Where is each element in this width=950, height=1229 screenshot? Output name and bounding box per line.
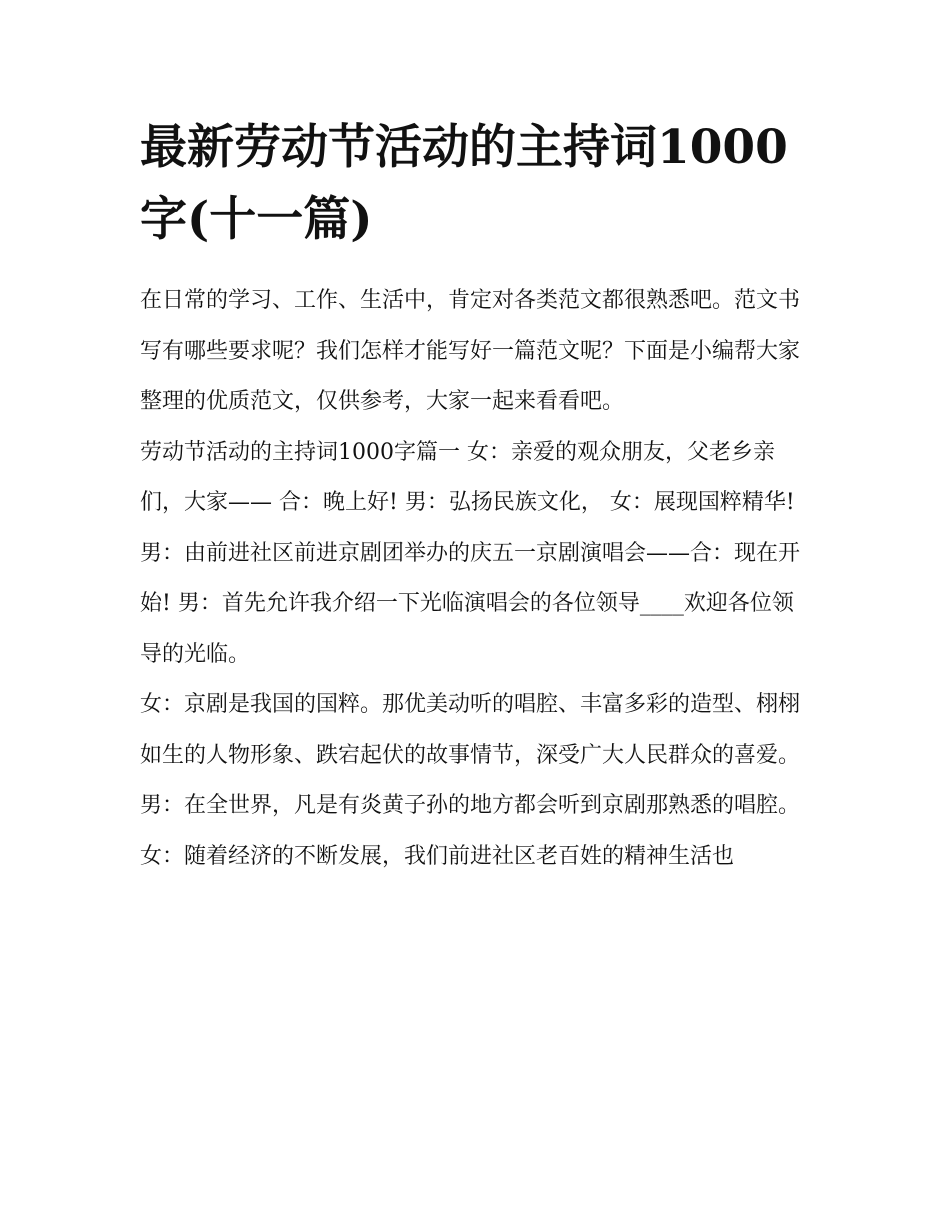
host-script-paragraph-4: 男：在全世界，凡是有炎黄子孙的地方都会听到京剧那熟悉的唱腔。 [140, 793, 801, 818]
document-body [140, 112, 812, 882]
intro-paragraph: 在日常的学习、工作、生活中，肯定对各类范文都很熟悉吧。范文书写有哪些要求呢？我们怎样才能写好一篇范文呢？下面是小编帮大家整理的优质范文，仅供参考，大家一起来看看吧。 [140, 288, 801, 414]
host-script-paragraph-2: 男：由前进社区前进京剧团举办的庆五一京剧演唱会——合：现在开始! 男：首先允许我介绍一下光临演唱会的各位领导____欢迎各位领导的光临。 [140, 540, 801, 667]
host-script-paragraph-3: 女：京剧是我国的国粹。那优美动听的唱腔、丰富多彩的造型、栩栩如生的人物形象、跌宕起伏的故事情节，深受广大人民群众的喜爱。 [140, 692, 801, 768]
host-script-paragraph-1: 劳动节活动的主持词1000字篇一 女：亲爱的观众朋友，父老乡亲们，大家—— 合：晚上好! 男：弘扬民族文化， 女：展现国粹精华! [140, 439, 795, 515]
host-script-paragraph-5: 女：随着经济的不断发展，我们前进社区老百姓的精神生活也 [140, 843, 735, 869]
document-title: 最新劳动节活动的主持词1000字(十一篇) [140, 120, 788, 247]
